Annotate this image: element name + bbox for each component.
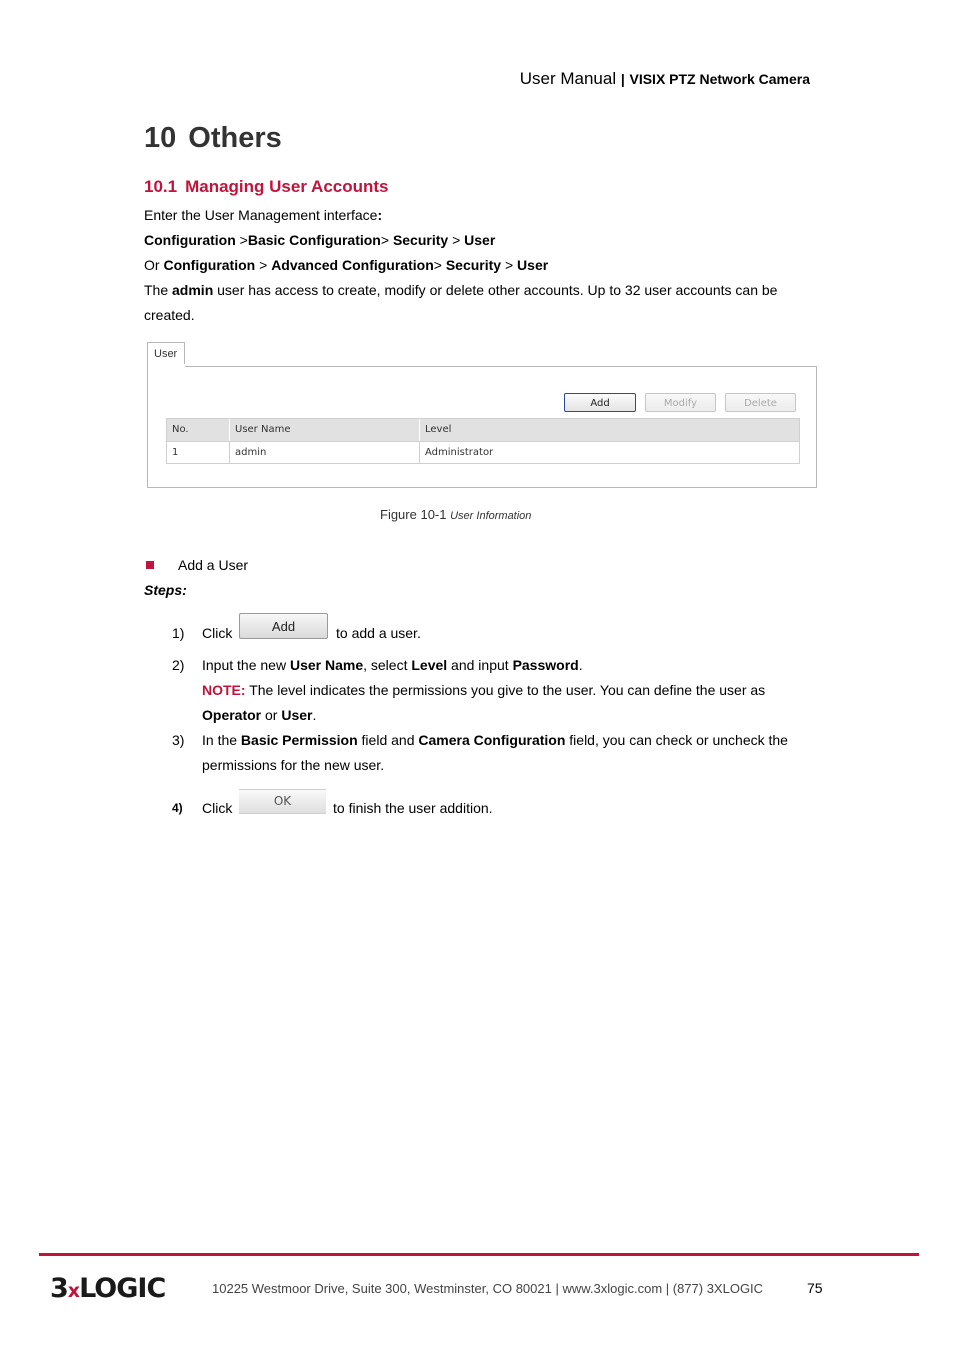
step4-number: 4) (172, 801, 183, 815)
add-user-heading: Add a User (178, 557, 249, 573)
tab-user[interactable]: User (147, 342, 185, 366)
footer-rule (39, 1253, 919, 1256)
step4-pre: Click (202, 800, 233, 816)
column-header-level[interactable]: Level (425, 424, 452, 435)
column-header-no[interactable]: No. (167, 419, 230, 441)
company-logo: 3xLOGIC (50, 1273, 166, 1304)
step1-number: 1) (172, 625, 185, 641)
note-text: NOTE: The level indicates the permissions you give to the user. You can define the user as Operator or User. (202, 682, 766, 723)
user-table (166, 418, 800, 464)
step2-number: 2) (172, 657, 185, 673)
step2-text: Input the new User Name, select Level and input Password. (202, 657, 583, 673)
menu-path-advanced: Or Configuration > Advanced Configuration> Security > User (144, 257, 549, 273)
step1-post: to add a user. (336, 625, 421, 641)
page-number: 75 (807, 1280, 823, 1296)
chapter-number: 10 (144, 122, 177, 154)
header-product: VISIX PTZ Network Camera (629, 71, 810, 87)
section-number: 10.1 (144, 177, 178, 196)
cell-no: 1 (167, 442, 230, 463)
table-header (167, 419, 799, 441)
running-header (520, 69, 810, 89)
step1-pre: Click (202, 625, 233, 641)
tab-join (148, 364, 185, 368)
chapter-title: Others (188, 122, 282, 154)
step3-text: In the Basic Permission field and Camera Configuration field, you can check or uncheck the permissions for the new user. (202, 732, 788, 773)
cell-user-name: admin (230, 442, 420, 463)
modify-button[interactable]: Modify (645, 393, 716, 412)
footer-address: 10225 Westmoor Drive, Suite 300, Westminster, CO 80021 | www.3xlogic.com | (877) 3XLOGIC (212, 1281, 764, 1296)
menu-path-basic: Configuration >Basic Configuration> Security > User (144, 232, 496, 248)
delete-button[interactable]: Delete (725, 393, 796, 412)
square-bullet-icon (146, 561, 154, 569)
column-header-user-name[interactable]: User Name (230, 419, 420, 441)
steps-label: Steps: (144, 582, 187, 598)
cell-level: Administrator (425, 447, 494, 458)
inline-add-button[interactable]: Add (239, 613, 328, 639)
header-separator: | (620, 71, 625, 87)
table-row[interactable] (167, 441, 799, 463)
inline-ok-button[interactable]: OK (239, 789, 326, 814)
section-heading (144, 177, 389, 197)
chapter-heading (144, 122, 282, 155)
figure-caption: Figure 10-1 User Information (380, 507, 532, 522)
header-manual: User Manual (519, 69, 617, 88)
step3-number: 3) (172, 732, 185, 748)
admin-description: The admin user has access to create, modify or delete other accounts. Up to 32 user accounts can be created. (144, 282, 778, 323)
step4-post: to finish the user addition. (333, 800, 493, 816)
section-title: Managing User Accounts (185, 177, 389, 196)
add-button[interactable]: Add (564, 393, 636, 412)
intro-enter: Enter the User Management interface: (144, 207, 383, 223)
